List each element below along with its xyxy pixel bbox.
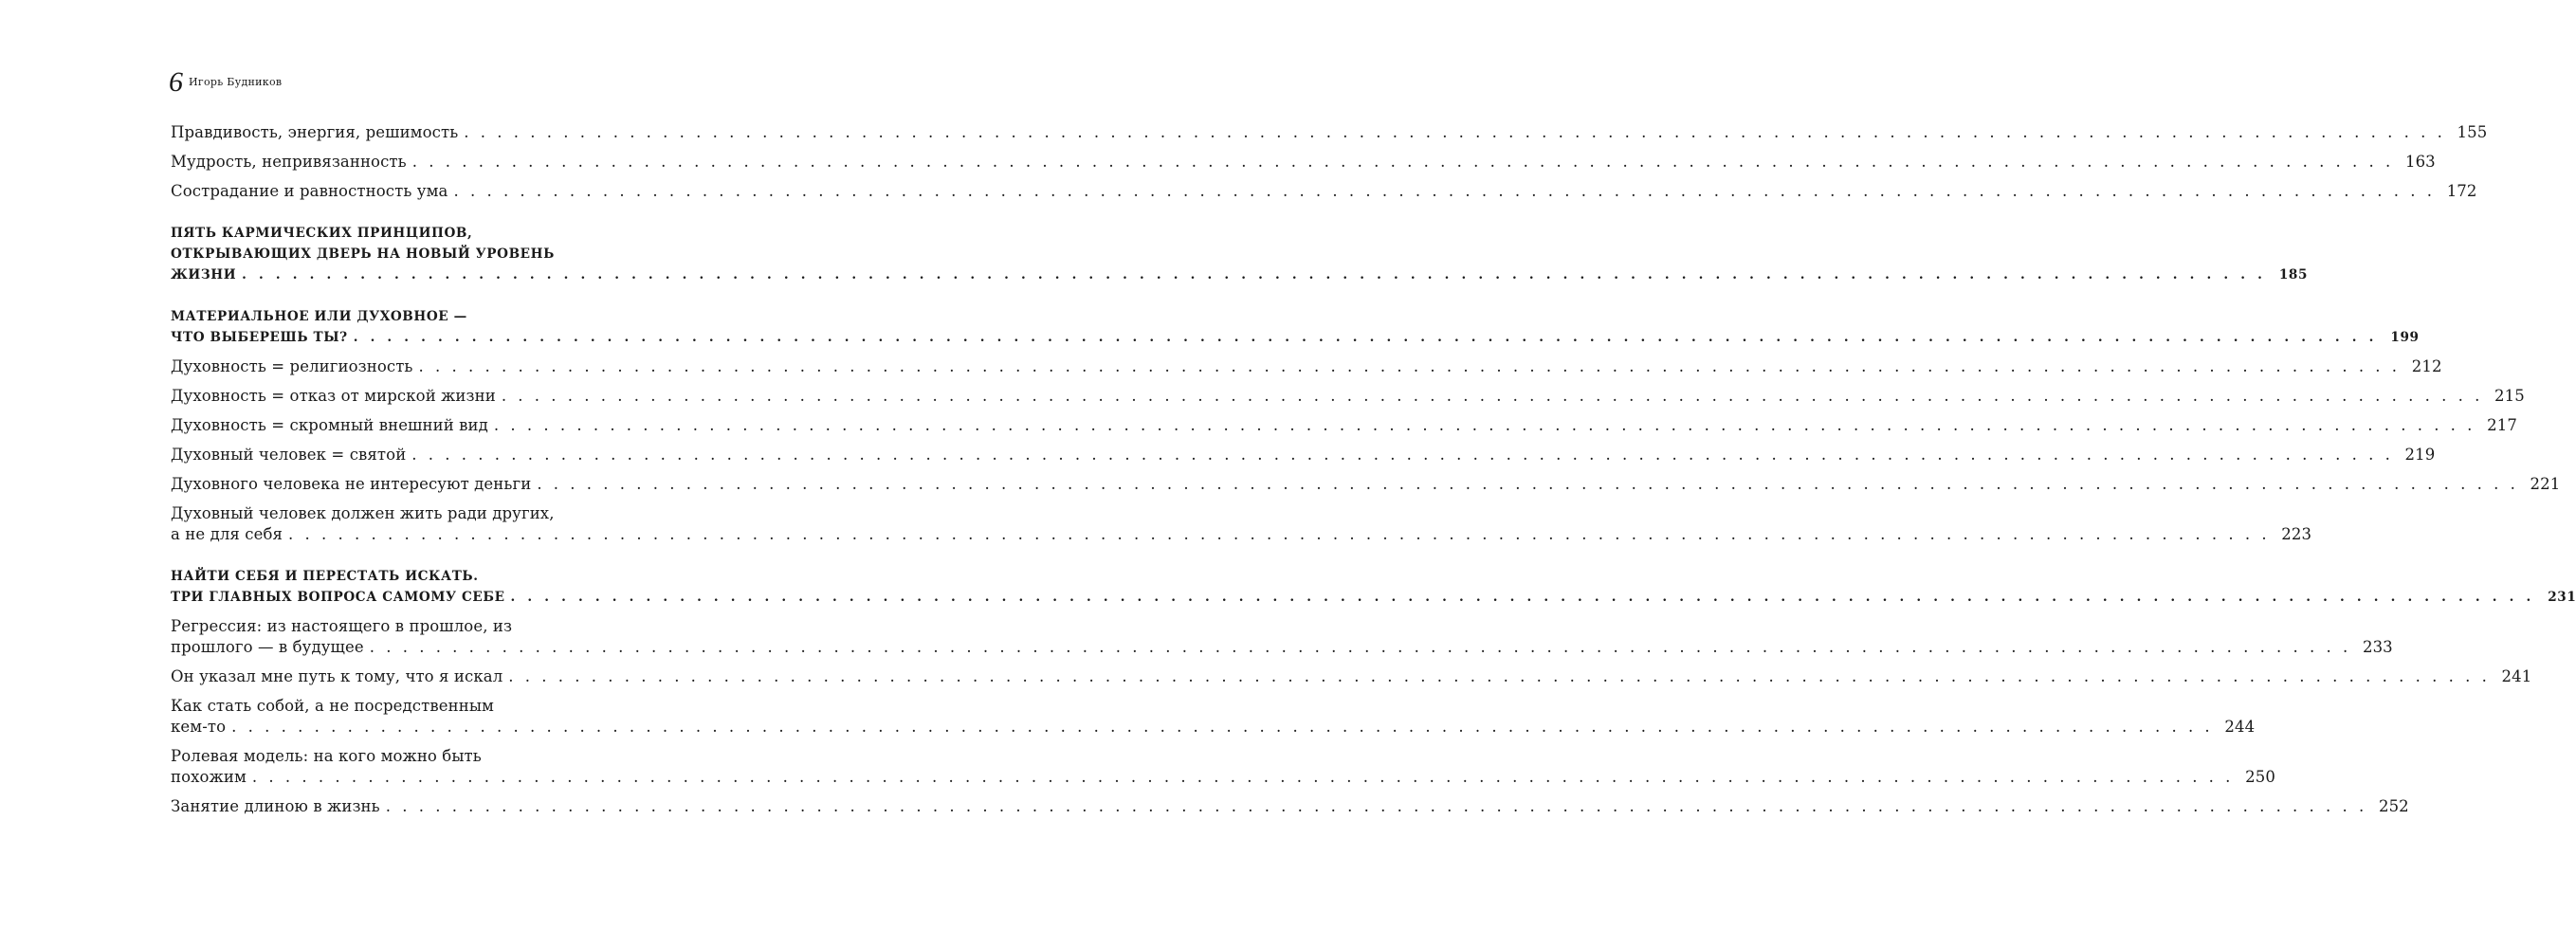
toc-entry-title-line: ТРИ ГЛАВНЫХ ВОПРОСА САМОМУ СЕБЕ xyxy=(171,590,505,605)
toc-spacer xyxy=(171,436,652,445)
toc-page-number: 212 xyxy=(2411,357,2442,375)
toc-page-number: 215 xyxy=(2494,387,2525,405)
toc-entry-title-line: кем-то xyxy=(171,718,227,736)
toc-page-number: 221 xyxy=(2530,475,2561,493)
toc-entry-title-line: ЧТО ВЫБЕРЕШЬ ТЫ? xyxy=(171,330,348,345)
toc-entry-row xyxy=(171,386,2525,407)
toc-page-number: 244 xyxy=(2224,718,2256,736)
toc-entry[interactable] xyxy=(171,474,2561,495)
toc-page-number: 252 xyxy=(2378,797,2409,815)
toc-entry-title-line: Регрессия: из настоящего в прошлое, из xyxy=(171,617,513,635)
toc-entry-title-line: Духовный человек должен жить ради других, xyxy=(171,504,555,522)
dot-leader: . . . . . . . . . . . . . . . . . . . . . . . . . . . . . . . . . . . . . . . . . . . . . . . . . . . . . . . . . . . . . . . . . . . . . . . . . . . . . . . . . . . . . . . . . . . . . . . . . . . . . . . . . . . . . . . . . . . . . . . . xyxy=(537,475,2519,493)
toc-entry-title-line: ОТКРЫВАЮЩИХ ДВЕРЬ НА НОВЫЙ УРОВЕНЬ xyxy=(171,246,555,262)
table-of-contents xyxy=(171,122,2576,817)
toc-page-number: 163 xyxy=(2404,153,2436,171)
toc-page-number: 231 xyxy=(2548,590,2576,605)
toc-entry-row xyxy=(171,767,2275,788)
toc-entry-title-line: Духовность = отказ от мирской жизни xyxy=(171,387,496,405)
toc-spacer xyxy=(171,143,652,152)
toc-entry-row xyxy=(171,181,2477,202)
toc-entry-row xyxy=(171,264,2309,285)
toc-spacer xyxy=(171,348,652,356)
toc-page-number: 199 xyxy=(2390,330,2420,345)
toc-entry-title-line: Духовность = скромный внешний вид xyxy=(171,416,488,434)
toc-spacer xyxy=(171,495,652,503)
toc-entry-title-line: Как стать собой, а не посредственным xyxy=(171,697,494,715)
toc-entry-title-line: Он указал мне путь к тому, что я искал xyxy=(171,667,503,685)
toc-chapter-entry[interactable] xyxy=(171,223,2309,285)
toc-entry-row xyxy=(171,327,2420,348)
toc-page-number: 172 xyxy=(2446,182,2477,200)
toc-entry[interactable] xyxy=(171,386,2525,407)
toc-page-number: 241 xyxy=(2501,667,2532,685)
toc-entry[interactable] xyxy=(171,503,2312,545)
toc-spacer xyxy=(171,545,652,566)
toc-spacer xyxy=(171,173,652,181)
dot-leader: . . . . . . . . . . . . . . . . . . . . . . . . . . . . . . . . . . . . . . . . . . . . . . . . . . . . . . . . . . . . . . . . . . . . . . . . . . . . . . . . . . . . . . . . . . . . . . . . . . . . . . . . . . . . . . . . . . . . . . . . xyxy=(411,153,2394,171)
dot-leader: . . . . . . . . . . . . . . . . . . . . . . . . . . . . . . . . . . . . . . . . . . . . . . . . . . . . . . . . . . . . . . . . . . . . . . . . . . . . . . . . . . . . . . . . . . . . . . . . . . . . . . . . . . . . . . . . . . . . . . . . xyxy=(353,330,2378,345)
toc-entry-title-line: а не для себя xyxy=(171,525,283,543)
toc-entry-title-line: Правдивость, энергия, решимость xyxy=(171,123,459,141)
toc-page-number: 185 xyxy=(2278,267,2309,283)
toc-chapter-entry[interactable] xyxy=(171,306,2420,348)
running-header xyxy=(169,66,282,97)
toc-entry[interactable] xyxy=(171,122,2488,143)
toc-entry-row xyxy=(171,445,2436,465)
toc-entry[interactable] xyxy=(171,356,2442,377)
toc-entry-row xyxy=(171,524,2312,545)
toc-entry-title-line: Мудрость, непривязанность xyxy=(171,153,407,171)
toc-entry[interactable] xyxy=(171,152,2436,173)
toc-entry[interactable] xyxy=(171,181,2477,202)
toc-chapter-entry[interactable] xyxy=(171,566,2576,608)
toc-page-number: 250 xyxy=(2245,768,2275,786)
toc-page-number: 233 xyxy=(2362,638,2393,656)
toc-entry-row xyxy=(171,474,2561,495)
dot-leader: . . . . . . . . . . . . . . . . . . . . . . . . . . . . . . . . . . . . . . . . . . . . . . . . . . . . . . . . . . . . . . . . . . . . . . . . . . . . . . . . . . . . . . . . . . . . . . . . . . . . . . . . . . . . . . . . . . . . . . . . xyxy=(369,638,2351,656)
dot-leader: . . . . . . . . . . . . . . . . . . . . . . . . . . . . . . . . . . . . . . . . . . . . . . . . . . . . . . . . . . . . . . . . . . . . . . . . . . . . . . . . . . . . . . . . . . . . . . . . . . . . . . . . . . . . . . . . . . . . . . . . xyxy=(418,357,2401,375)
toc-entry-title-line: Духовный человек = святой xyxy=(171,446,407,464)
dot-leader: . . . . . . . . . . . . . . . . . . . . . . . . . . . . . . . . . . . . . . . . . . . . . . . . . . . . . . . . . . . . . . . . . . . . . . . . . . . . . . . . . . . . . . . . . . . . . . . . . . . . . . . . . . . . . . . . . . . . . . . . xyxy=(242,267,2267,283)
toc-entry-title-line: Духовность = религиозность xyxy=(171,357,413,375)
dot-leader: . . . . . . . . . . . . . . . . . . . . . . . . . . . . . . . . . . . . . . . . . . . . . . . . . . . . . . . . . . . . . . . . . . . . . . . . . . . . . . . . . . . . . . . . . . . . . . . . . . . . . . . . . . . . . . . . . . . . . . . . xyxy=(493,416,2476,434)
toc-entry-title-line: Занятие длиною в жизнь xyxy=(171,797,380,815)
toc-entry-title-line: ЖИЗНИ xyxy=(171,267,237,283)
dot-leader: . . . . . . . . . . . . . . . . . . . . . . . . . . . . . . . . . . . . . . . . . . . . . . . . . . . . . . . . . . . . . . . . . . . . . . . . . . . . . . . . . . . . . . . . . . . . . . . . . . . . . . . . . . . . . . . . . . . . . . . . xyxy=(288,525,2271,543)
toc-entry-title-line: Ролевая модель: на кого можно быть xyxy=(171,747,482,765)
toc-entry-title-line: похожим xyxy=(171,768,247,786)
toc-entry-row xyxy=(171,152,2436,173)
dot-leader: . . . . . . . . . . . . . . . . . . . . . . . . . . . . . . . . . . . . . . . . . . . . . . . . . . . . . . . . . . . . . . . . . . . . . . . . . . . . . . . . . . . . . . . . . . . . . . . . . . . . . . . . . . . . . . . . . . . . . . . . xyxy=(231,718,2214,736)
toc-spacer xyxy=(171,377,652,386)
toc-spacer xyxy=(171,465,652,474)
dot-leader: . . . . . . . . . . . . . . . . . . . . . . . . . . . . . . . . . . . . . . . . . . . . . . . . . . . . . . . . . . . . . . . . . . . . . . . . . . . . . . . . . . . . . . . . . . . . . . . . . . . . . . . . . . . . . . . . . . . . . . . . xyxy=(501,387,2483,405)
toc-page-number: 217 xyxy=(2487,416,2517,434)
toc-spacer xyxy=(171,407,652,415)
toc-entry-row xyxy=(171,122,2488,143)
toc-entry-row xyxy=(171,587,2576,608)
toc-spacer xyxy=(171,285,652,306)
toc-entry-row xyxy=(171,717,2256,738)
toc-entry-title-line: Сострадание и равностность ума xyxy=(171,182,448,200)
dot-leader: . . . . . . . . . . . . . . . . . . . . . . . . . . . . . . . . . . . . . . . . . . . . . . . . . . . . . . . . . . . . . . . . . . . . . . . . . . . . . . . . . . . . . . . . . . . . . . . . . . . . . . . . . . . . . . . . . . . . . . . . xyxy=(251,768,2234,786)
toc-page-number: 155 xyxy=(2457,123,2488,141)
dot-leader: . . . . . . . . . . . . . . . . . . . . . . . . . . . . . . . . . . . . . . . . . . . . . . . . . . . . . . . . . . . . . . . . . . . . . . . . . . . . . . . . . . . . . . . . . . . . . . . . . . . . . . . . . . . . . . . . . . . . . . . . xyxy=(453,182,2436,200)
toc-entry-title-line: НАЙТИ СЕБЯ И ПЕРЕСТАТЬ ИСКАТЬ. xyxy=(171,569,479,584)
toc-entry-title-line: ПЯТЬ КАРМИЧЕСКИХ ПРИНЦИПОВ, xyxy=(171,226,473,241)
toc-spacer xyxy=(171,608,652,616)
toc-page-number: 219 xyxy=(2404,446,2436,464)
dot-leader: . . . . . . . . . . . . . . . . . . . . . . . . . . . . . . . . . . . . . . . . . . . . . . . . . . . . . . . . . . . . . . . . . . . . . . . . . . . . . . . . . . . . . . . . . . . . . . . . . . . . . . . . . . . . . . . . . . . . . . . . xyxy=(385,797,2367,815)
toc-spacer xyxy=(171,687,652,696)
toc-entry-row xyxy=(171,796,2409,817)
toc-entry[interactable] xyxy=(171,746,2275,788)
toc-page-number: 223 xyxy=(2281,525,2312,543)
toc-entry[interactable] xyxy=(171,796,2409,817)
toc-entry[interactable] xyxy=(171,666,2532,687)
toc-entry-title-line: прошлого — в будущее xyxy=(171,638,364,656)
toc-entry-row xyxy=(171,637,2393,658)
toc-entry[interactable] xyxy=(171,616,2393,658)
toc-entry-row xyxy=(171,666,2532,687)
toc-entry[interactable] xyxy=(171,696,2256,738)
toc-entry-title-line: Духовного человека не интересуют деньги xyxy=(171,475,532,493)
dot-leader: . . . . . . . . . . . . . . . . . . . . . . . . . . . . . . . . . . . . . . . . . . . . . . . . . . . . . . . . . . . . . . . . . . . . . . . . . . . . . . . . . . . . . . . . . . . . . . . . . . . . . . . . . . . . . . . . . . . . . . . . xyxy=(464,123,2446,141)
running-head-author: Игорь Будников xyxy=(189,75,283,88)
toc-entry-row xyxy=(171,356,2442,377)
dot-leader: . . . . . . . . . . . . . . . . . . . . . . . . . . . . . . . . . . . . . . . . . . . . . . . . . . . . . . . . . . . . . . . . . . . . . . . . . . . . . . . . . . . . . . . . . . . . . . . . . . . . . . . . . . . . . . . . . . . . . . . . xyxy=(510,590,2535,605)
page-number: 6 xyxy=(169,66,183,98)
toc-spacer xyxy=(171,788,652,796)
toc-entry[interactable] xyxy=(171,415,2517,436)
toc-spacer xyxy=(171,738,652,746)
toc-entry-row xyxy=(171,415,2517,436)
toc-entry[interactable] xyxy=(171,445,2436,465)
toc-spacer xyxy=(171,658,652,666)
dot-leader: . . . . . . . . . . . . . . . . . . . . . . . . . . . . . . . . . . . . . . . . . . . . . . . . . . . . . . . . . . . . . . . . . . . . . . . . . . . . . . . . . . . . . . . . . . . . . . . . . . . . . . . . . . . . . . . . . . . . . . . . xyxy=(508,667,2491,685)
toc-spacer xyxy=(171,202,652,223)
toc-entry-title-line: МАТЕРИАЛЬНОЕ ИЛИ ДУХОВНОЕ — xyxy=(171,309,467,324)
dot-leader: . . . . . . . . . . . . . . . . . . . . . . . . . . . . . . . . . . . . . . . . . . . . . . . . . . . . . . . . . . . . . . . . . . . . . . . . . . . . . . . . . . . . . . . . . . . . . . . . . . . . . . . . . . . . . . . . . . . . . . . . xyxy=(411,446,2394,464)
